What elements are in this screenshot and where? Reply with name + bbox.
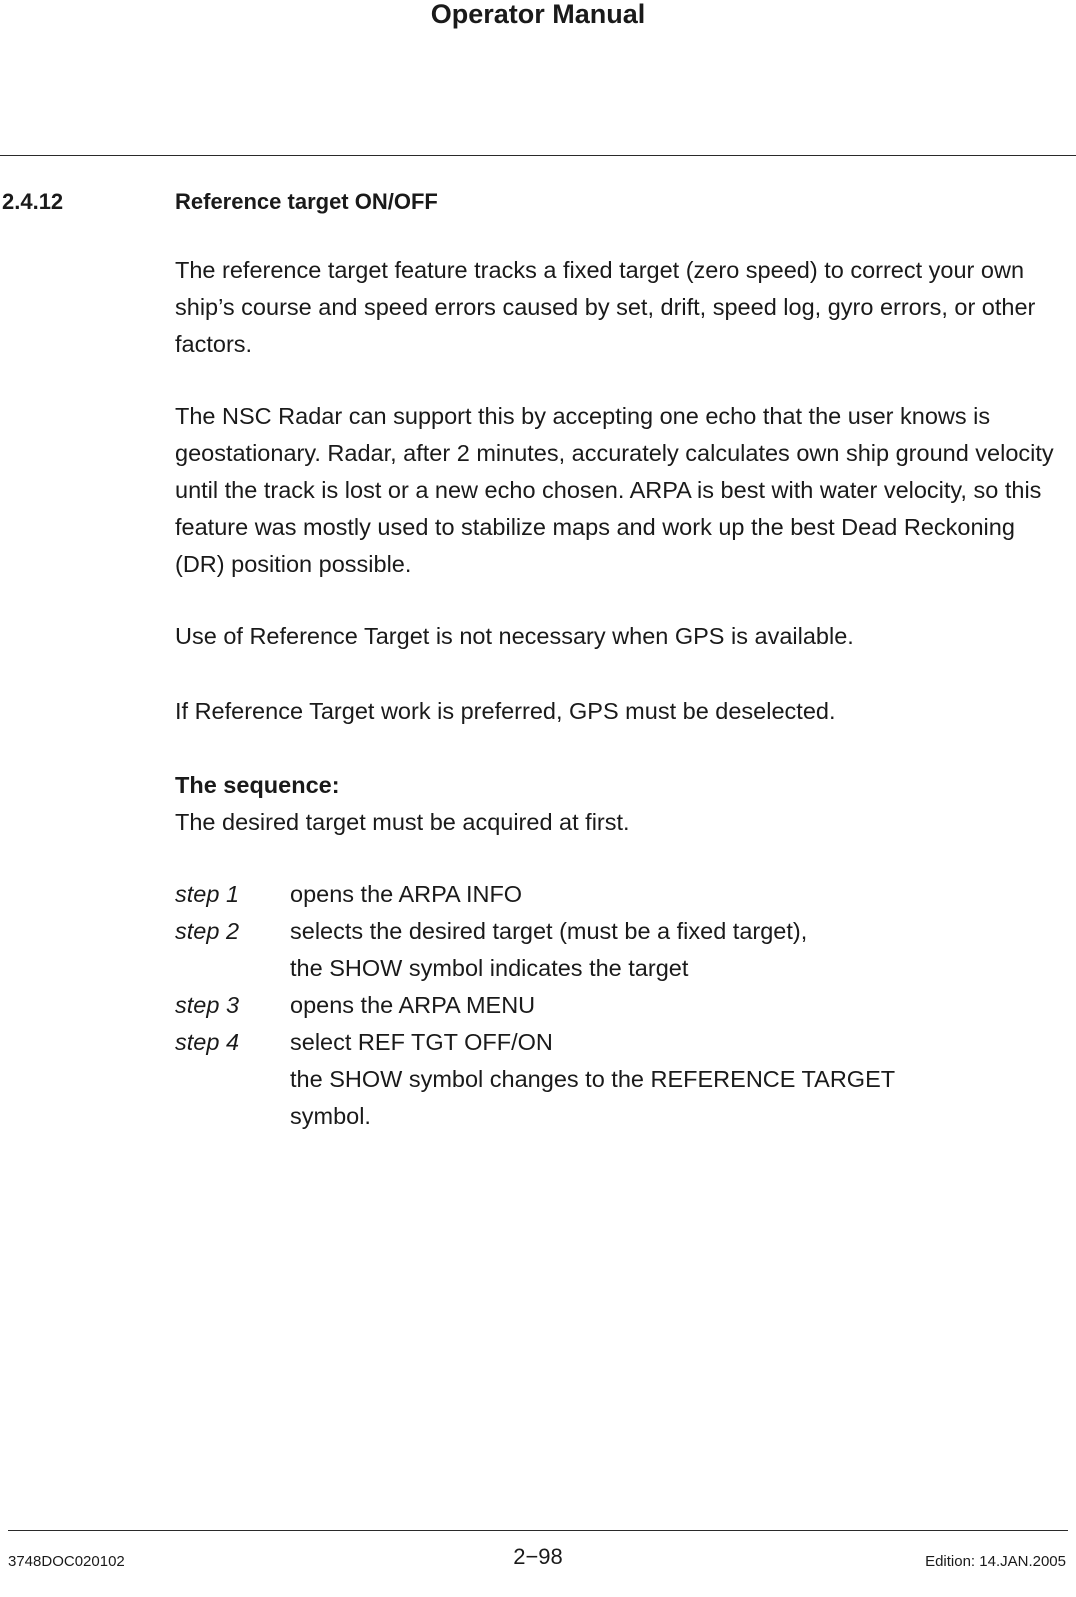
footer-edition: Edition: 14.JAN.2005 bbox=[925, 1553, 1066, 1570]
step-label: step 2 bbox=[175, 918, 240, 944]
step-line: the SHOW symbol indicates the target bbox=[290, 955, 689, 981]
step-line: selects the desired target (must be a fixed target), bbox=[290, 918, 808, 944]
step-item bbox=[175, 1024, 1055, 1135]
step-line: opens the ARPA INFO bbox=[290, 881, 523, 907]
section-number: 2.4.12 bbox=[2, 189, 64, 214]
step-list bbox=[175, 876, 1055, 1135]
sequence-intro: The desired target must be acquired at first. bbox=[175, 809, 630, 835]
step-text bbox=[290, 876, 1055, 913]
step-item bbox=[175, 987, 1055, 1024]
sequence-heading: The sequence: bbox=[175, 772, 340, 798]
footer-page-number: 2−98 bbox=[513, 1544, 563, 1569]
step-text bbox=[290, 913, 1055, 987]
step-line: symbol. bbox=[290, 1103, 371, 1129]
body-paragraph bbox=[175, 618, 1055, 655]
step-label: step 1 bbox=[175, 881, 240, 907]
paragraph-text: The NSC Radar can support this by accepting one echo that the user knows is geostationary. Radar, after 2 minutes, accurately calculates own ship ground velocity until the track is lost or a new echo chosen. ARPA is best with water velocity, so this feature was mostly used to stabilize maps and work up the best Dead Reckoning (DR) position possible. bbox=[175, 403, 1054, 577]
step-line: select REF TGT OFF/ON bbox=[290, 1029, 553, 1055]
step-line: opens the ARPA MENU bbox=[290, 992, 536, 1018]
paragraph-text: Use of Reference Target is not necessary when GPS is available. bbox=[175, 623, 854, 649]
paragraph-text: If Reference Target work is preferred, GPS must be deselected. bbox=[175, 698, 836, 724]
step-line: the SHOW symbol changes to the REFERENCE TARGET bbox=[290, 1066, 896, 1092]
section-title: Reference target ON/OFF bbox=[175, 189, 438, 214]
footer-divider bbox=[8, 1530, 1068, 1531]
step-text bbox=[290, 1024, 1055, 1135]
body-paragraph bbox=[175, 252, 1055, 363]
footer-doc-id: 3748DOC020102 bbox=[8, 1553, 125, 1570]
step-text bbox=[290, 987, 1055, 1024]
body-paragraph bbox=[175, 693, 1055, 730]
step-item bbox=[175, 913, 1055, 987]
step-label: step 4 bbox=[175, 1029, 240, 1055]
body-paragraph bbox=[175, 398, 1055, 583]
step-label: step 3 bbox=[175, 992, 240, 1018]
page-header-title: Operator Manual bbox=[430, 0, 646, 29]
paragraph-text: The reference target feature tracks a fixed target (zero speed) to correct your own ship’s course and speed errors caused by set, drift, speed log, gyro errors, or other factors. bbox=[175, 257, 1036, 357]
step-item bbox=[175, 876, 1055, 913]
header-divider bbox=[0, 155, 1076, 156]
